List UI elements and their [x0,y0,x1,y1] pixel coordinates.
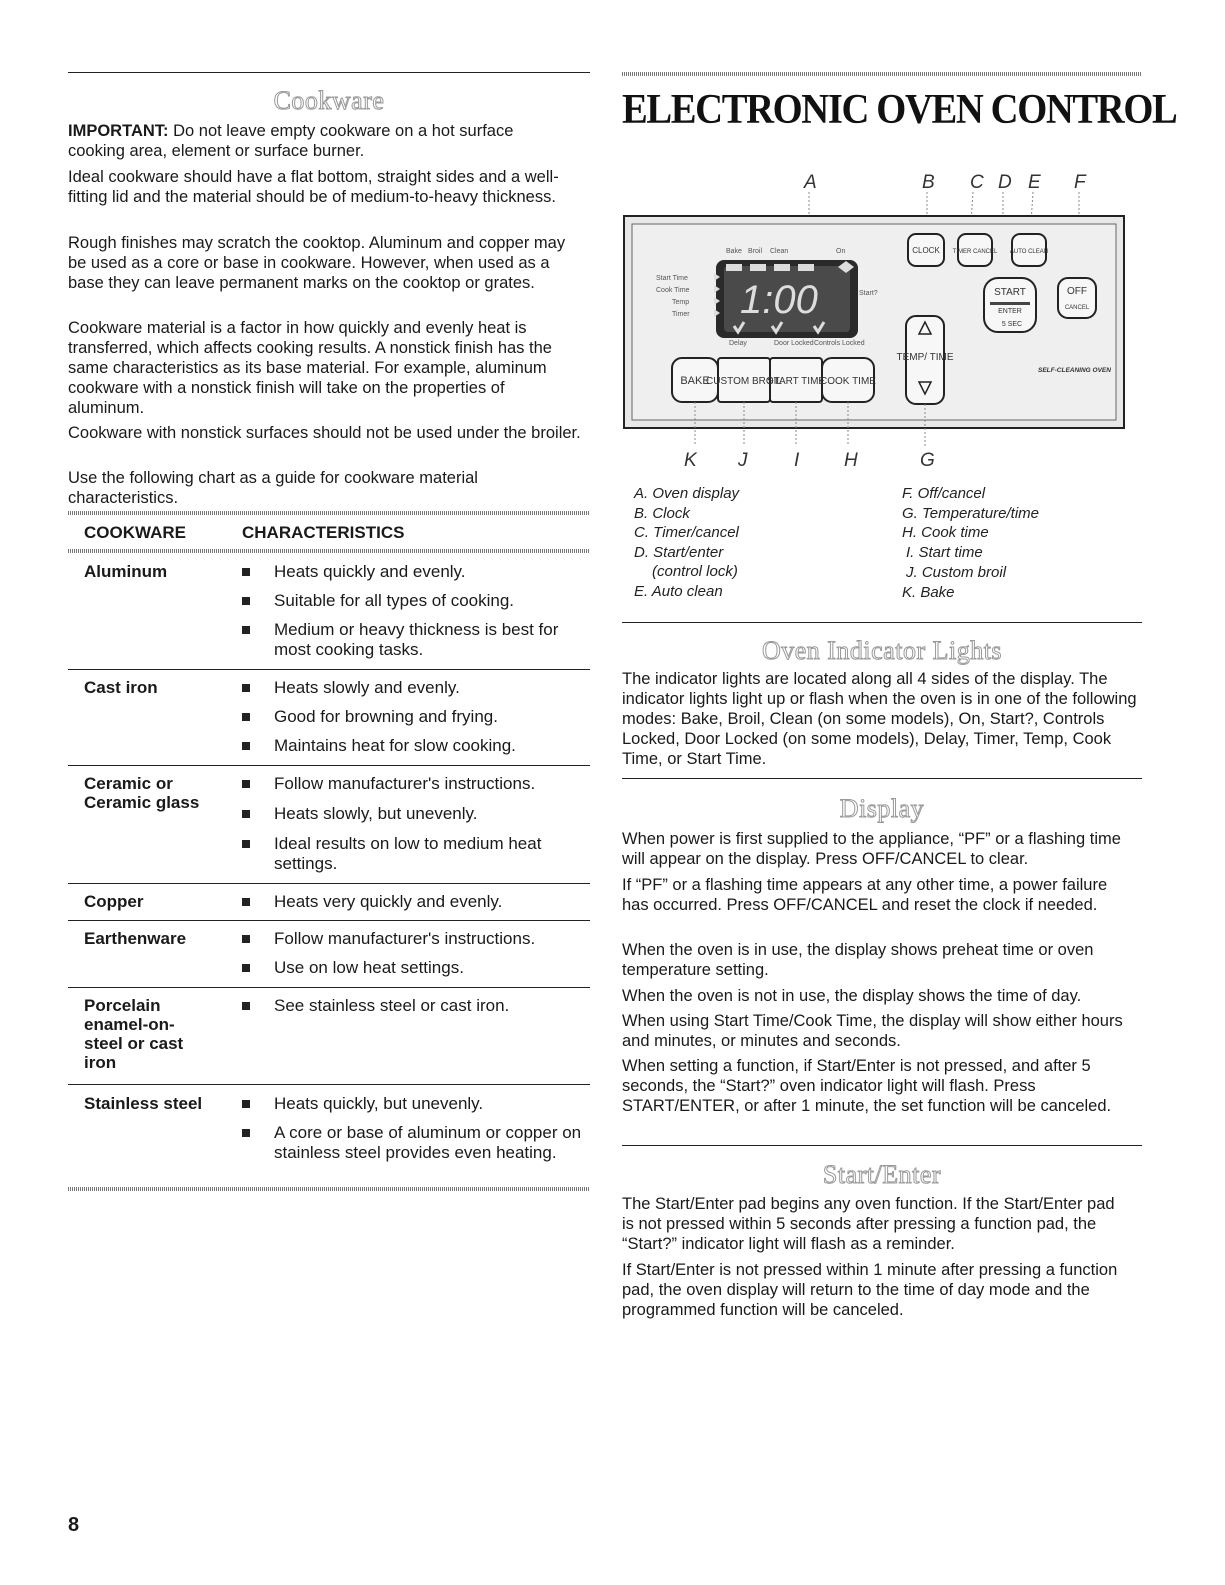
oven-display [714,260,858,338]
bullet-icon [242,568,250,576]
section-rule [622,778,1142,779]
section-rule [622,1145,1142,1146]
row-divider [68,1084,590,1085]
bullet-icon [242,626,250,634]
indicator-delay: Delay [729,340,747,347]
cookware-paragraph: Ideal cookware should have a flat bottom, straight sides and a well-fitting lid and the material should be of medium-to-heavy thickness. [68,168,559,206]
bullet-icon [242,810,250,818]
indicator-on: On [836,248,846,255]
callout-e: E [1028,172,1041,193]
timer-cancel-label: TIMER CANCEL [952,249,998,255]
indicator-lights-title: Oven Indicator Lights [761,636,1003,665]
bullet-icon [242,684,250,692]
start-enter-title: Start/Enter [822,1160,942,1189]
temp-time-label: TEMP/ TIME [896,352,954,363]
bake-label: BAKE [680,375,710,387]
legend-item: C. Timer/cancel [634,524,739,541]
callout-b: B [922,172,935,193]
row-divider [68,883,590,884]
bullet-icon [242,1129,250,1137]
page-title: ELECTRONIC OVEN CONTROL [622,87,1177,133]
material-name: Stainless steel [84,1094,203,1113]
display-paragraph: If “PF” or a flashing time appears at any other time, a power failure has occurred. Press OFF/CANCEL and reset the clock if needed. [622,876,1108,914]
indicator-broil: Broil [748,248,763,255]
cookware-paragraph: Rough finishes may scratch the cooktop. Aluminum and copper may be used as a core or base in cookware. However, when used as a base they can leave permanent marks on the cooktop or grates. [68,234,566,292]
callout-i: I [794,450,800,471]
display-paragraph: When setting a function, if Start/Enter is not pressed, and after 5 seconds, the “Start?” oven indicator light will flash. Press START/ENTER, or after 1 minute, the set function will be canceled. [622,1057,1112,1115]
characteristic: A core or base of aluminum or copper on stainless steel provides even heating. [274,1123,582,1162]
indicator-clean: Clean [770,248,789,255]
callout-f: F [1074,172,1086,193]
cookware-paragraph: Use the following chart as a guide for cookware material characteristics. [68,469,478,507]
section-rule [622,622,1142,623]
important-note: IMPORTANT: Do not leave empty cookware on a hot surface cooking area, element or surface burner. [68,122,514,160]
characteristic: Heats quickly, but unevenly. [274,1094,484,1113]
indicator-cook-time: Cook Time [656,287,690,294]
display-paragraph: When the oven is not in use, the display shows the time of day. [622,987,1082,1005]
material-name: Cast iron [84,678,158,697]
table-bottom-rule [68,1187,590,1191]
characteristic: Follow manufacturer's instructions. [274,929,536,948]
material-name: Aluminum [84,562,168,581]
display-paragraph: When the oven is in use, the display shows preheat time or oven temperature setting. [622,941,1094,979]
bullet-icon [242,964,250,972]
callout-g: G [920,450,935,471]
legend-item: F. Off/cancel [902,485,986,502]
indicator-start-time: Start Time [656,275,688,282]
legend-item: D. Start/enter [634,544,724,561]
bullet-icon [242,742,250,750]
indicator-start-question: Start? [859,290,878,297]
bullet-icon [242,597,250,605]
row-divider [68,987,590,988]
material-name: Copper [84,892,144,911]
bullet-icon [242,780,250,788]
callout-a: A [804,172,817,193]
legend-item: K. Bake [902,584,955,601]
page-number: 8 [68,1514,80,1536]
indicator-bake: Bake [726,248,742,255]
indicator-timer: Timer [672,311,690,318]
characteristic: Medium or heavy thickness is best for most cooking tasks. [274,620,559,659]
self-cleaning-label: SELF-CLEANING OVEN [1038,367,1111,374]
row-divider [68,920,590,921]
legend-item: E. Auto clean [634,583,723,600]
characteristic: Maintains heat for slow cooking. [274,736,516,755]
characteristic: See stainless steel or cast iron. [274,996,510,1015]
characteristic: Suitable for all types of cooking. [274,591,515,610]
display-paragraph: When using Start Time/Cook Time, the display will show either hours and minutes, or minutes and seconds. [622,1012,1123,1050]
header-rule [68,549,590,553]
indicator-lights-text: The indicator lights are located along all 4 sides of the display. The indicator lights light up or flash when the oven is in one of the following modes: Bake, Broil, Clean (on some models), On, Start?, Controls Locked, Door Locked (on some models), Delay, Timer, Temp, Cook Time, or Start Time. [622,670,1137,768]
characteristic: Follow manufacturer's instructions. [274,774,536,793]
cookware-paragraph: Cookware with nonstick surfaces should not be used under the broiler. [68,424,581,442]
auto-clean-label: AUTO CLEAN [1009,249,1049,255]
bullet-icon [242,1100,250,1108]
cook-time-label: COOK TIME [820,376,876,387]
bullet-icon [242,840,250,848]
characteristic: Ideal results on low to medium heat settings. [274,834,542,873]
legend-item: H. Cook time [902,524,989,541]
indicator-controls-locked: Controls Locked [814,340,865,347]
row-divider [68,669,590,670]
cookware-paragraph: Cookware material is a factor in how quickly and evenly heat is transferred, which affects cooking results. A nonstick finish has the same characteristics as its base material. For example, aluminum cookware with a nonstick finish will take on the properties of aluminum. [68,319,552,417]
characteristic: Use on low heat settings. [274,958,464,977]
top-rule [68,72,590,73]
bullet-icon [242,898,250,906]
off-cancel-button[interactable] [1058,278,1096,318]
top-rule [622,72,1142,76]
callout-k: K [684,450,697,471]
control-panel-svg [622,168,1142,473]
material-name: Earthenware [84,929,187,948]
column-header-cookware: COOKWARE [84,523,186,542]
characteristic: Heats quickly and evenly. [274,562,466,581]
indicator-door-locked: Door Locked [774,340,814,347]
indicator-temp: Temp [672,299,690,306]
custom-broil-label: CUSTOM BROIL [706,376,782,387]
row-divider [68,765,590,766]
start-enter-paragraph: The Start/Enter pad begins any oven function. If the Start/Enter pad is not pressed within 5 seconds after pressing a function pad, the “Start?” indicator light will flash as a reminder. [622,1195,1115,1253]
callout-c: C [970,172,984,193]
enter-label: ENTER [998,308,1022,315]
characteristic: Good for browning and frying. [274,707,498,726]
callout-d: D [998,172,1012,193]
start-enter-paragraph: If Start/Enter is not pressed within 1 minute after pressing a function pad, the oven display will return to the time of day mode and the programmed function will be canceled. [622,1261,1118,1319]
characteristic: Heats very quickly and evenly. [274,892,503,911]
bullet-icon [242,713,250,721]
legend-item: J. Custom broil [906,564,1007,581]
cookware-title: Cookware [273,86,385,115]
display-digits: 1:00 [740,278,818,322]
bullet-icon [242,935,250,943]
legend-item: I. Start time [906,544,983,561]
material-name: Ceramic or Ceramic glass [84,774,200,812]
display-paragraph: When power is first supplied to the appliance, “PF” or a flashing time will appear on the display. Press OFF/CANCEL to clear. [622,830,1121,868]
off-label: OFF [1067,286,1087,297]
legend-item: (control lock) [652,563,738,580]
callout-j: J [738,450,748,471]
control-panel-diagram [622,168,1142,473]
display-title: Display [839,794,925,823]
characteristic: Heats slowly and evenly. [274,678,460,697]
cancel-label: CANCEL [1064,305,1090,311]
clock-label: CLOCK [912,246,940,255]
characteristic: Heats slowly, but unevenly. [274,804,478,823]
legend-item: B. Clock [634,505,690,522]
legend-item: G. Temperature/time [902,505,1039,522]
five-sec-label: 5 SEC [1001,321,1023,328]
start-label: START [994,287,1026,298]
material-name: Porcelain enamel-on-steel or cast iron [84,996,184,1072]
start-time-label: START TIME [766,376,826,387]
table-top-rule [68,511,590,515]
callout-h: H [844,450,858,471]
bullet-icon [242,1002,250,1010]
legend-item: A. Oven display [634,485,740,502]
column-header-characteristics: CHARACTERISTICS [242,523,405,542]
